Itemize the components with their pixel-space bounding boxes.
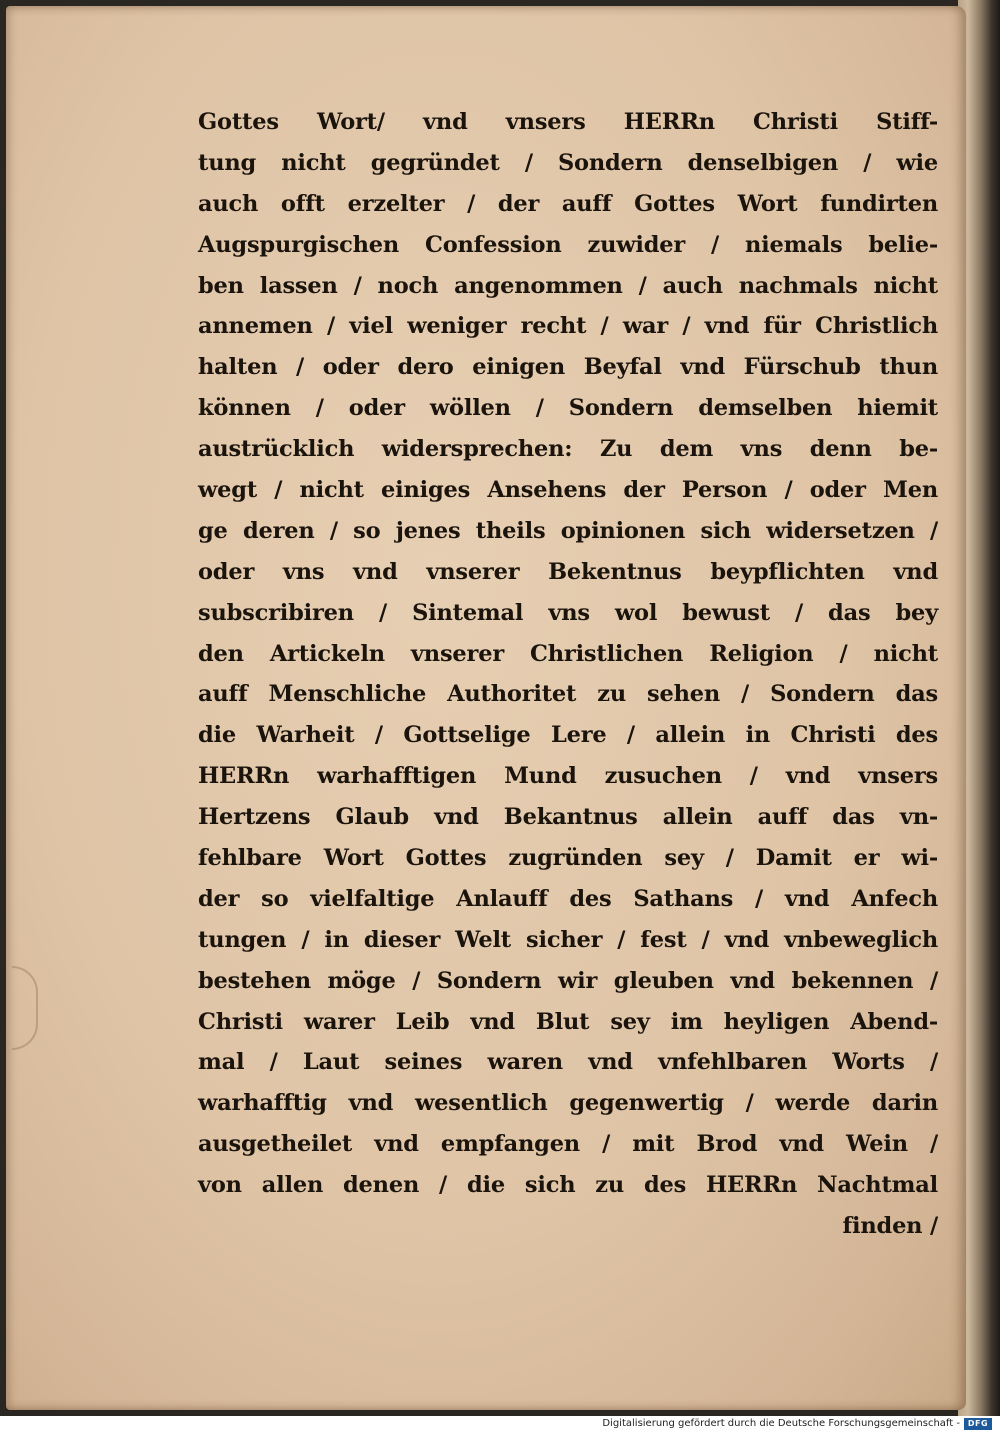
text-line: wegt / nicht einiges Ansehens der Person / oder Men [198, 477, 938, 504]
text-line: Gottes Wort/ vnd vnsers HERRn Christi Stiff- [198, 109, 938, 135]
text-line: warhafftig vnd wesentlich gegenwertig / werde darin [198, 1090, 938, 1117]
text-line: HERRn warhafftigen Mund zusuchen / vnd vnsers [198, 763, 938, 790]
text-line: von allen denen / die sich zu des HERRn Nachtmal [198, 1172, 938, 1199]
text-line-catchword: finden / [842, 1213, 938, 1240]
dfg-logo: DFG [964, 1418, 992, 1430]
footer-credit-text: Digitalisierung gefördert durch die Deutsche Forschungsgemeinschaft - [602, 1418, 960, 1429]
text-line: oder vns vnd vnserer Bekentnus beypflichten vnd [198, 558, 938, 585]
text-line: tung nicht gegründet / Sondern denselbigen / wie [198, 149, 938, 176]
text-line: auff Menschliche Authoritet zu sehen / Sondern das [198, 681, 938, 708]
text-line: tungen / in dieser Welt sicher / fest / vnd vnbeweglich [198, 926, 938, 953]
text-line: auch offt erzelter / der auff Gottes Wort fundirten [198, 190, 938, 217]
text-line: Hertzens Glaub vnd Bekantnus allein auff das vn- [198, 804, 938, 831]
text-line: ausgetheilet vnd empfangen / mit Brod vnd Wein / [198, 1131, 938, 1158]
text-line: der so vielfaltige Anlauff des Sathans / vnd Anfech [198, 885, 938, 912]
text-line: subscribiren / Sintemal vns wol bewust / das bey [198, 599, 938, 626]
text-line: austrücklich widersprechen: Zu dem vns denn be- [198, 436, 938, 463]
text-line: Christi warer Leib vnd Blut sey im heyligen Abend- [198, 1008, 938, 1035]
document-body-text [198, 102, 938, 1247]
text-line: mal / Laut seines waren vnd vnfehlbaren Worts / [198, 1049, 938, 1076]
page-gutter-mark [12, 966, 38, 1050]
text-line: ben lassen / noch angenommen / auch nachmals nicht [198, 272, 938, 299]
text-line: können / oder wöllen / Sondern demselben hiemit [198, 395, 938, 422]
text-line: ge deren / so jenes theils opinionen sich widersetzen / [198, 517, 938, 544]
text-line: Augspurgischen Confession zuwider / niemals belie- [198, 231, 938, 258]
text-line: halten / oder dero einigen Beyfal vnd Fürschub thun [198, 354, 938, 381]
text-line: den Artickeln vnserer Christlichen Religion / nicht [198, 640, 938, 667]
text-line: annemen / viel weniger recht / war / vnd für Christlich [198, 313, 938, 340]
text-line: fehlbare Wort Gottes zugründen sey / Damit er wi- [198, 845, 938, 872]
text-line: die Warheit / Gottselige Lere / allein in Christi des [198, 722, 938, 749]
text-line: bestehen möge / Sondern wir gleuben vnd bekennen / [198, 967, 938, 994]
